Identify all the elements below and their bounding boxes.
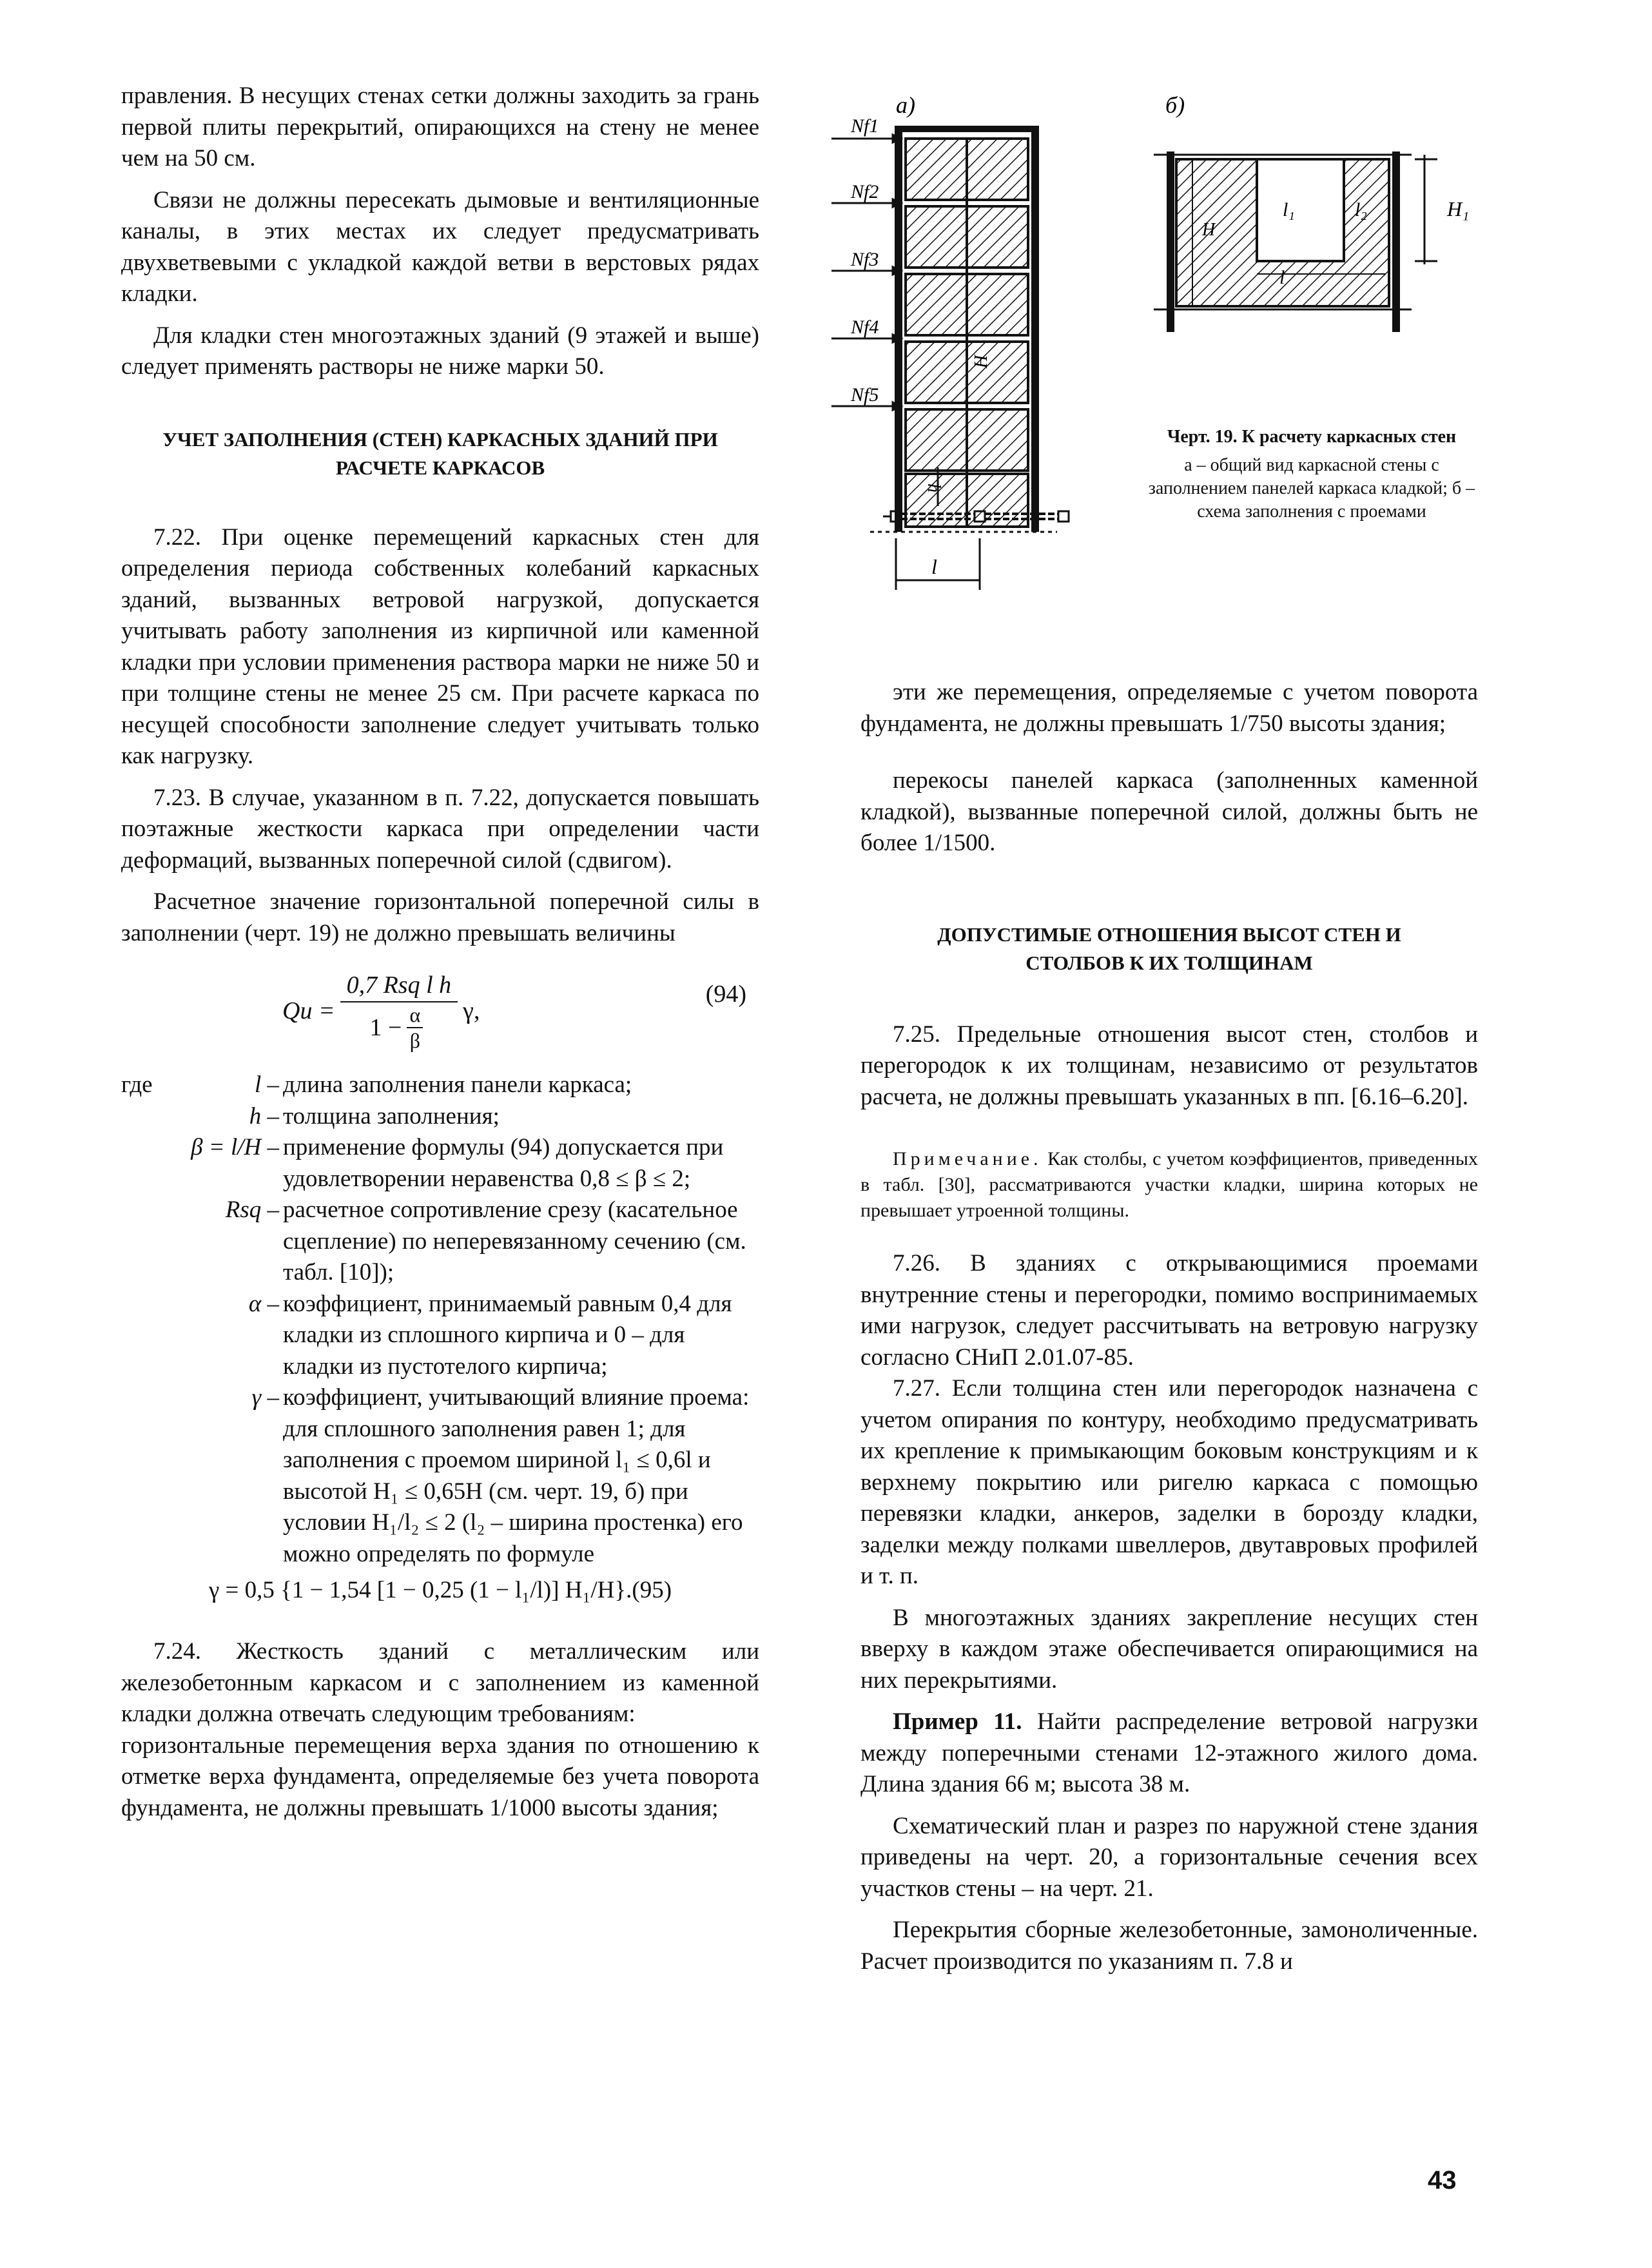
panel-label-b: б) xyxy=(1165,92,1185,118)
load-label: Nf1 xyxy=(851,115,879,137)
load-label: Nf4 xyxy=(851,317,879,338)
section-heading: УЧЕТ ЗАПОЛНЕНИЯ (СТЕН) КАРКАСНЫХ ЗДАНИЙ ПРИ РАСЧЕТЕ КАРКАСОВ xyxy=(162,427,718,479)
infill-panels xyxy=(906,139,1028,527)
where-label: где xyxy=(121,1071,153,1098)
formula-lhs: Qu = xyxy=(282,997,335,1024)
formula-fraction xyxy=(340,969,458,1053)
paragraph-7-25: 7.25. Предельные отношения высот стен, столбов и перегородок к их толщинам, независимо от результатов расчета, не должны превышать указанных в пп. [6.16–6.20]. xyxy=(860,1021,1478,1110)
paragraph-7-23: 7.23. В случае, указанном в п. 7.22, допускается повышать поэтажные жесткости каркаса при определении части деформаций, вызванных поперечной силой (сдвигом). xyxy=(121,784,759,874)
definition-item xyxy=(121,1070,759,1101)
formula-94 xyxy=(121,954,759,1067)
beta-symbol: β xyxy=(409,1028,420,1052)
definition-text: толщина заполнения; xyxy=(283,1102,500,1129)
left-column xyxy=(121,81,759,1824)
figure-panel-b xyxy=(1154,92,1469,332)
formula-numerator: 0,7 Rsq l h xyxy=(340,969,458,1002)
paragraph-7-27: 7.27. Если толщина стен или перегородок назначена с учетом опирания по контуру, необходимо предусматривать их крепление к примыкающим боковым конструкциям и к верхнему покрытию или ригелю каркаса с помощью перевязки кладки, анкеров, заделки в борозду кладки, заделки между полками швеллеров, двутавровых профилей и т. п. xyxy=(860,1375,1478,1589)
right-column xyxy=(860,677,1478,1977)
definition-symbol: Rsq – xyxy=(225,1197,279,1223)
example-paragraph xyxy=(860,1706,1478,1801)
frame-column xyxy=(1167,152,1174,332)
paragraph: В многоэтажных зданиях закрепление несущих стен вверху в каждом этаже обеспечивается опирающимися на них перекрытиями. xyxy=(860,1604,1478,1694)
definition-text: длина заполнения панели каркаса; xyxy=(283,1071,632,1098)
note xyxy=(860,1146,1478,1224)
dim-l-label: l xyxy=(1279,267,1285,288)
panel-label-a: а) xyxy=(896,92,915,118)
example-text: Найти распределение ветровой нагрузки между поперечными стенами 12-этажного жилого дома. Длина здания 66 м; высота 38 м. xyxy=(860,1708,1478,1797)
definition-text: применение формулы (94) допускается при удовлетворении неравенства 0,8 ≤ β ≤ 2; xyxy=(283,1134,724,1192)
definition-symbol: l – xyxy=(254,1071,279,1098)
paragraph: горизонтальные перемещения верха здания по отношению к отметке верха фундамента, определяемые без учета поворота фундамента, не должны превышать 1/1000 высоты здания; xyxy=(121,1732,759,1821)
dim-l-label: l xyxy=(931,555,937,578)
equation-number: (94) xyxy=(705,981,746,1008)
dim-l2-label: l₂ xyxy=(1355,199,1367,220)
paragraph: Перекрытия сборные железобетонные, замоноличенные. Расчет производится по указаниям п. 7.8 и xyxy=(860,1917,1478,1975)
definition-symbol: α – xyxy=(248,1290,279,1317)
dim-H-label: H xyxy=(1202,220,1216,240)
figure-panel-a xyxy=(831,92,1069,590)
definition-item xyxy=(121,1382,759,1570)
load-label: Nf5 xyxy=(851,384,879,406)
paragraph: Связи не должны пересекать дымовые и вентиляционные каналы, в этих местах их следует предусматривать двухветвевыми с укладкой каждой ветви в верстовых рядах кладки. xyxy=(121,186,759,307)
load-arrows xyxy=(831,135,901,410)
paragraph-7-24: 7.24. Жесткость зданий с металлическим или железобетонным каркасом и с заполнением из каменной кладки должна отвечать следующим требованиям: xyxy=(121,1638,759,1727)
dim-h-label: h xyxy=(924,484,944,493)
load-label: Nf3 xyxy=(851,249,879,270)
paragraph: перекосы панелей каркаса (заполненных каменной кладкой), вызванные поперечной силой, должны быть не более 1/1500. xyxy=(860,767,1478,856)
caption-title: Черт. 19. К расчету каркасных стен xyxy=(1167,427,1457,447)
paragraph: эти же перемещения, определяемые с учетом поворота фундамента, не должны превышать 1/750 высоты здания; xyxy=(860,679,1478,737)
definition-item xyxy=(121,1195,759,1289)
example-label: Пример 11. xyxy=(893,1708,1022,1735)
dim-H-label: H xyxy=(970,355,990,368)
definition-item xyxy=(121,1101,759,1133)
definition-text: расчетное сопротивление срезу (касательное сцепление) по неперевязанному сечению (см. табл. [10]); xyxy=(283,1197,746,1286)
load-labels xyxy=(850,115,879,406)
definitions-list xyxy=(121,1070,759,1570)
formula-95: γ = 0,5 {1 − 1,54 [1 − 0,25 (1 − l₁/l)] H₁/H}.(95) xyxy=(208,1577,672,1603)
note-label: Примечание. xyxy=(893,1148,1042,1169)
figure-19 xyxy=(831,87,1482,622)
frame-beam xyxy=(895,126,1039,132)
paragraph: Схематический план и разрез по наружной стене здания приведены на черт. 20, а горизонтальные сечения всех участков стены – на черт. 21. xyxy=(860,1812,1478,1902)
dim-H1-label: H₁ xyxy=(1447,197,1470,220)
dim-l1-label: l₁ xyxy=(1283,199,1295,220)
alpha-beta-fraction xyxy=(407,1002,423,1053)
definition-item xyxy=(121,1289,759,1383)
load-label: Nf2 xyxy=(851,181,879,202)
note-text: Как столбы, с учетом коэффициентов, приведенных в табл. [30], рассматриваются участки кладки, ширина которых не превышает утроенной толщины. xyxy=(860,1148,1478,1221)
alpha-symbol: α xyxy=(407,1002,423,1028)
formula-den-prefix: 1 − xyxy=(369,1013,402,1041)
frame-column xyxy=(1392,152,1400,332)
formula-tail: γ, xyxy=(463,997,480,1024)
paragraph-7-22: 7.22. При оценке перемещений каркасных стен для определения периода собственных колебаний каркасных зданий, вызванных ветровой нагрузкой, допускается учитывать работу заполнения из кирпичной или каменной кладки при условии применения раствора марки не ниже 50 и при толщине стены не менее 25 см. При расчете каркаса по несущей способности заполнение следует учитывать только как нагрузку. xyxy=(121,523,759,769)
definition-symbol: h – xyxy=(249,1102,279,1129)
definition-item xyxy=(121,1132,759,1195)
definition-text: коэффициент, учитывающий влияние проема: для сплошного заполнения равен 1; для заполнения с проемом шириной l₁ ≤ 0,6l и высотой H₁ ≤ 0,65H (см. черт. 19, б) при условии H₁/l₂ ≤ 2 (l₂ – ширина простенка) его можно определять по формуле xyxy=(283,1384,750,1567)
caption-description: а – общий вид каркасной стены с заполнением панелей каркаса кладкой; б – схема заполнения с проемами xyxy=(1148,455,1475,522)
paragraph: Для кладки стен многоэтажных зданий (9 этажей и выше) следует применять растворы не ниже марки 50. xyxy=(121,322,759,380)
figure-caption xyxy=(1144,425,1479,523)
page-number: 43 xyxy=(1428,2166,1457,2195)
frame-column xyxy=(895,126,902,532)
paragraph-7-26: 7.26. В зданиях с открывающимися проемами внутренние стены и перегородки, помимо воспринимаемых ими нагрузок, следует рассчитывать на ветровую нагрузку согласно СНиП 2.01.07-85. xyxy=(860,1250,1478,1371)
definition-text: коэффициент, принимаемый равным 0,4 для кладки из сплошного кирпича и 0 – для кладки из пустотелого кирпича; xyxy=(283,1290,732,1380)
definition-symbol: β = l/H – xyxy=(191,1134,279,1160)
definition-symbol: γ – xyxy=(251,1384,279,1411)
paragraph: Расчетное значение горизонтальной поперечной силы в заполнении (черт. 19) не должно превышать величины xyxy=(121,888,759,946)
section-heading: ДОПУСТИМЫЕ ОТНОШЕНИЯ ВЫСОТ СТЕН И СТОЛБОВ К ИХ ТОЛЩИНАМ xyxy=(937,923,1401,974)
frame-column xyxy=(1031,126,1039,532)
paragraph: правления. В несущих стенах сетки должны заходить за грань первой плиты перекрытий, опирающихся на стену не менее чем на 50 см. xyxy=(121,83,759,171)
